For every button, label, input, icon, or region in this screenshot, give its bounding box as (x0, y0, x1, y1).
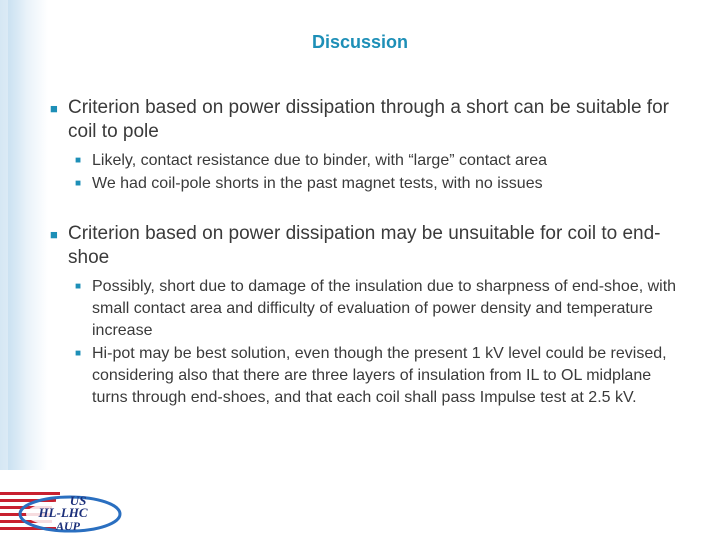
bullet-2 (50, 222, 690, 270)
bullet-1-sub-2-text: We had coil-pole shorts in the past magnet tests, with no issues (92, 175, 543, 192)
bullet-1-text: Criterion based on power dissipation through a short can be suitable for coil to pole (68, 97, 669, 142)
bullet-2-sub-1 (50, 276, 690, 342)
square-bullet-icon: ■ (50, 227, 58, 242)
left-decorative-stripe (0, 0, 48, 470)
square-bullet-icon: ■ (75, 155, 82, 166)
slide-content (50, 96, 690, 410)
bullet-2-sub-1-text: Possibly, short due to damage of the insulation due to sharpness of end-shoe, with small contact area and difficulty of evaluation of power density and temperature increase (92, 278, 677, 339)
bullet-2-sub-2 (50, 343, 690, 409)
logo-line-1: US (69, 493, 87, 508)
logo-line-2: HL-LHC (38, 505, 88, 520)
logo-line-3: AUP (56, 519, 80, 533)
square-bullet-icon: ■ (75, 281, 82, 292)
bullet-1-sub-1 (50, 150, 690, 172)
square-bullet-icon: ■ (50, 101, 58, 116)
bullet-1 (50, 96, 690, 144)
square-bullet-icon: ■ (75, 348, 82, 359)
bullet-2-sub-2-text: Hi-pot may be best solution, even though the present 1 kV level could be revised, considering also that there are three layers of insulation from IL to OL midplane turns through end-shoes, and that each coil shall pass Impulse test at 2.5 kV. (92, 345, 667, 406)
bullet-1-sub-1-text: Likely, contact resistance due to binder, with “large” contact area (92, 152, 548, 169)
slide-title: Discussion (311, 32, 409, 52)
us-hl-lhc-aup-logo (0, 482, 130, 540)
bullet-1-sub-2 (50, 173, 690, 195)
bullet-2-text: Criterion based on power dissipation may be unsuitable for coil to end-shoe (68, 223, 661, 268)
square-bullet-icon: ■ (75, 178, 82, 189)
